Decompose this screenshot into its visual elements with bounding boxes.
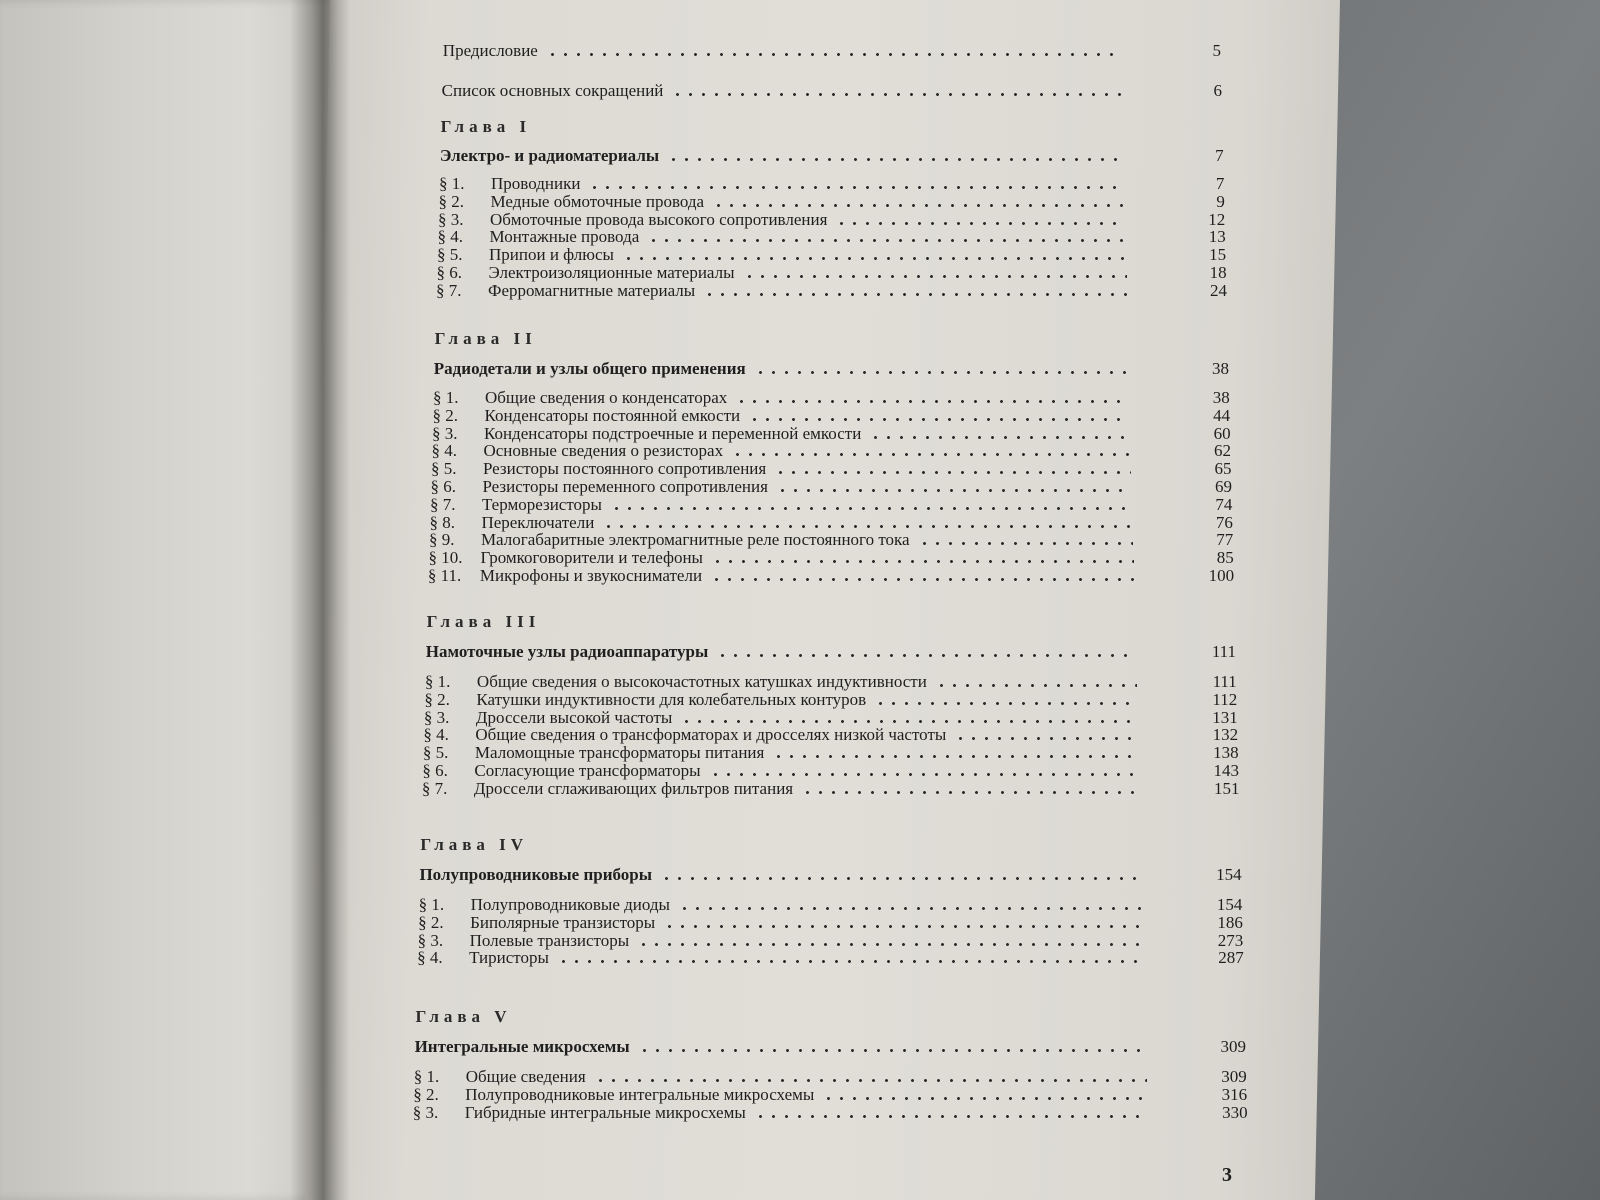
leader-dots [954, 737, 1138, 740]
leader-dots [869, 436, 1130, 439]
page-ref: 6 [1213, 81, 1223, 100]
entry-title: Тиристоры [469, 948, 549, 968]
page-ref: 316 [1221, 1084, 1248, 1104]
entry-title: Микрофоны и звукосниматели [479, 566, 703, 585]
entry-label [434, 360, 746, 378]
section-entry [418, 932, 1254, 950]
section-entry [419, 896, 1253, 914]
entry-title: Обмоточные провода высокого сопротивления [490, 209, 828, 229]
leader-dots [638, 1049, 1146, 1052]
entry-label [443, 42, 538, 60]
entry-label [436, 282, 695, 300]
entry-label [415, 1038, 630, 1056]
front-matter-entry [442, 82, 1232, 100]
entry-label [422, 780, 793, 798]
page-ref: 111 [1212, 672, 1237, 691]
entry-label [430, 496, 602, 514]
leader-dots [772, 755, 1138, 758]
entry-title: Согласующие трансформаторы [474, 761, 701, 780]
page-ref: 69 [1214, 477, 1232, 496]
section-entry [439, 175, 1234, 193]
page-ref: 151 [1213, 778, 1240, 798]
leader-dots [776, 489, 1132, 492]
section-entry [432, 407, 1240, 425]
page-ref: 85 [1216, 548, 1234, 568]
section-entry [437, 246, 1236, 264]
leader-dots [935, 684, 1137, 687]
entry-label [424, 709, 672, 727]
chapter-title-entry [426, 643, 1246, 661]
entry-title: Основные сведения о резисторах [483, 441, 724, 461]
section-number: § 1. [424, 672, 451, 691]
entry-title: Катушки индуктивности для колебательных контуров [476, 689, 867, 709]
leader-dots [731, 453, 1131, 456]
section-entry [428, 549, 1243, 567]
leader-dots [711, 560, 1134, 563]
page-ref: 143 [1213, 761, 1240, 780]
page-ref: 13 [1208, 227, 1226, 247]
leader-dots [754, 371, 1129, 374]
entry-title: Общие сведения о высокочастотных катушках индуктивности [476, 672, 927, 691]
section-entry [422, 762, 1249, 780]
section-number: § 11. [427, 566, 462, 585]
section-number: § 2. [418, 912, 444, 932]
leader-dots [710, 578, 1134, 581]
page-ref: 330 [1222, 1102, 1248, 1122]
entry-label [432, 407, 740, 425]
entry-label [431, 442, 723, 460]
section-number: § 7. [436, 280, 462, 300]
entry-label [437, 264, 735, 282]
page-ref: 138 [1213, 743, 1239, 763]
entry-label [414, 1068, 586, 1086]
leader-dots [735, 400, 1129, 403]
entry-label [433, 389, 727, 407]
entry-title: Переключатели [481, 512, 595, 532]
section-number: § 3. [412, 1102, 439, 1122]
entry-label [423, 726, 946, 744]
entry-title: Конденсаторы подстроечные и переменной емкости [483, 423, 862, 443]
page-ref: 60 [1213, 423, 1231, 443]
leader-dots [835, 222, 1125, 225]
entry-title: Громкоговорители и телефоны [480, 548, 703, 568]
entry-title: Терморезисторы [481, 494, 602, 514]
entry-title: Список основных сокращений [441, 81, 664, 100]
entry-label [418, 932, 630, 950]
entry-title: Конденсаторы постоянной емкости [484, 405, 741, 425]
entry-label [437, 246, 614, 264]
section-entry [424, 709, 1248, 727]
entry-label [426, 643, 708, 661]
section-entry [432, 425, 1241, 443]
leader-dots [557, 960, 1144, 963]
entry-title: Интегральные микросхемы [414, 1037, 630, 1056]
entry-title: Электро- и радиоматериалы [439, 146, 660, 165]
page-ref: 74 [1215, 494, 1233, 514]
entry-title: Общие сведения о трансформаторах и дросселях низкой частоты [475, 725, 947, 745]
page-ref: 131 [1212, 707, 1238, 727]
book-gutter [290, 0, 350, 1200]
leader-dots [663, 925, 1143, 928]
section-number: § 6. [436, 263, 463, 282]
left-page [0, 0, 335, 1200]
leader-dots [874, 702, 1137, 705]
entry-title: Полупроводниковые интегральные микросхемы [465, 1084, 815, 1104]
entry-label [429, 514, 594, 532]
leader-dots [622, 257, 1126, 260]
page-number: 3 [1222, 1164, 1232, 1186]
leader-dots [801, 791, 1139, 794]
leader-dots [588, 186, 1124, 189]
entry-title: Общие сведения о конденсаторах [484, 388, 728, 407]
page-ref: 24 [1210, 280, 1228, 300]
section-number: § 3. [423, 707, 450, 727]
leader-dots [703, 293, 1127, 296]
entry-title: Дроссели сглаживающих фильтров питания [473, 778, 794, 798]
entry-label [428, 549, 703, 567]
leader-dots [754, 1115, 1148, 1118]
page-ref: 112 [1212, 689, 1238, 709]
entry-title: Электроизоляционные материалы [488, 263, 735, 282]
page-ref: 12 [1208, 209, 1226, 229]
entry-label [419, 866, 652, 884]
page-ref: 62 [1214, 441, 1232, 461]
section-number: § 2. [413, 1084, 439, 1104]
entry-title: Дроссели высокой частоты [475, 707, 673, 727]
section-number: § 3. [417, 930, 444, 950]
section-number: § 4. [417, 948, 443, 968]
page-ref: 273 [1217, 930, 1244, 950]
section-number: § 1. [418, 895, 445, 914]
page-ref: 76 [1215, 512, 1233, 532]
entry-label [413, 1104, 746, 1122]
section-number: § 7. [429, 494, 456, 514]
leader-dots [743, 275, 1127, 278]
leader-dots [918, 542, 1134, 545]
section-number: § 7. [421, 778, 448, 798]
entry-label [424, 691, 866, 709]
section-entry [423, 726, 1248, 744]
chapter-label: Глава III [426, 612, 541, 631]
page-ref: 65 [1214, 459, 1232, 479]
section-number: § 4. [431, 441, 457, 461]
section-entry [437, 264, 1237, 282]
entry-label [439, 175, 580, 193]
section-number: § 3. [431, 423, 458, 443]
entry-title: Монтажные провода [489, 227, 640, 247]
page-ref: 15 [1209, 245, 1227, 265]
leader-dots [667, 158, 1124, 161]
chapter-title-entry [440, 147, 1234, 165]
page-ref: 9 [1216, 191, 1225, 211]
section-number: § 1. [439, 174, 465, 193]
chapter-label: Глава IV [420, 835, 529, 854]
entry-title: Гибридные интегральные микросхемы [464, 1102, 746, 1122]
section-entry [424, 691, 1247, 709]
section-number: § 4. [437, 227, 464, 247]
leader-dots [716, 654, 1136, 657]
section-entry [436, 282, 1237, 300]
chapter-label: Глава V [415, 1007, 512, 1026]
page-ref: 132 [1212, 725, 1239, 745]
page-ref: 7 [1215, 174, 1225, 193]
section-number: § 6. [430, 477, 456, 496]
page-ref: 287 [1218, 948, 1244, 968]
section-entry [438, 228, 1236, 246]
section-number: § 5. [422, 743, 449, 763]
entry-title: Предисловие [442, 41, 538, 60]
page-ref: 100 [1208, 566, 1235, 585]
section-number: § 5. [430, 459, 457, 479]
section-entry [423, 744, 1249, 762]
leader-dots [748, 418, 1130, 421]
entry-label [413, 1086, 814, 1104]
entry-title: Медные обмоточные провода [490, 191, 705, 211]
chapter-label: Глава II [434, 329, 537, 348]
section-entry [438, 211, 1235, 229]
chapter-label: Глава I [440, 117, 532, 136]
section-entry [430, 496, 1242, 514]
leader-dots [712, 204, 1125, 207]
section-number: § 6. [422, 761, 448, 780]
entry-title: Проводники [491, 174, 581, 193]
section-number: § 2. [424, 689, 450, 709]
leader-dots [647, 239, 1125, 242]
section-number: § 4. [423, 725, 449, 745]
entry-label [432, 425, 861, 443]
entry-title: Малогабаритные электромагнитные реле постоянного тока [480, 530, 910, 550]
section-number: § 9. [428, 530, 455, 550]
section-entry [429, 531, 1243, 549]
entry-title: Радиодетали и узлы общего применения [433, 359, 746, 378]
page-ref: 5 [1212, 41, 1222, 60]
section-entry [422, 780, 1250, 798]
chapter-title-entry [419, 866, 1251, 884]
entry-label [442, 82, 664, 100]
entry-title: Полупроводниковые диоды [470, 895, 670, 914]
section-number: § 2. [438, 191, 465, 211]
page-ref: 38 [1212, 388, 1230, 407]
section-entry [431, 442, 1241, 460]
section-number: § 1. [432, 388, 459, 407]
leader-dots [660, 877, 1142, 880]
page-ref: 186 [1217, 912, 1243, 932]
section-number: § 1. [413, 1067, 440, 1086]
section-entry [425, 673, 1247, 691]
entry-label [423, 744, 764, 762]
entry-title: Полевые транзисторы [469, 930, 630, 950]
section-number: § 8. [429, 512, 455, 532]
leader-dots [709, 773, 1139, 776]
section-entry [430, 478, 1241, 496]
page-ref: 309 [1220, 1037, 1246, 1056]
entry-label [419, 896, 670, 914]
entry-label [429, 531, 910, 549]
leader-dots [637, 943, 1143, 946]
entry-title: Общие сведения [465, 1067, 586, 1086]
section-number: § 5. [437, 245, 463, 265]
leader-dots [546, 53, 1121, 56]
leader-dots [774, 471, 1131, 474]
section-entry [429, 514, 1242, 532]
section-entry [414, 1068, 1257, 1086]
entry-label [425, 673, 927, 691]
page-ref: 111 [1211, 642, 1237, 661]
section-number: § 10. [428, 548, 463, 568]
entry-title: Резисторы постоянного сопротивления [482, 459, 767, 479]
entry-title: Припои и флюсы [489, 245, 614, 265]
leader-dots [678, 907, 1142, 910]
front-matter-entry [443, 42, 1231, 60]
leader-dots [610, 507, 1132, 510]
entry-label [438, 228, 640, 246]
section-entry [433, 389, 1240, 407]
entry-title: Биполярные транзисторы [470, 912, 656, 932]
entry-label [417, 949, 549, 967]
page-ref: 309 [1221, 1067, 1247, 1086]
section-entry [431, 460, 1242, 478]
section-entry [439, 193, 1235, 211]
section-entry [418, 914, 1253, 932]
section-entry [428, 567, 1244, 585]
page-ref: 154 [1216, 865, 1242, 884]
leader-dots [680, 720, 1137, 723]
section-entry [413, 1104, 1258, 1122]
entry-label [418, 914, 655, 932]
chapter-title-entry [415, 1038, 1256, 1056]
page-ref: 18 [1209, 263, 1227, 282]
entry-label [431, 460, 766, 478]
table-of-contents [400, 0, 1248, 1200]
entry-label [430, 478, 768, 496]
section-number: § 2. [432, 405, 458, 425]
leader-dots [602, 525, 1133, 528]
page-ref: 7 [1215, 146, 1224, 165]
entry-label [422, 762, 700, 780]
entry-title: Резисторы переменного сопротивления [482, 477, 768, 496]
entry-title: Ферромагнитные материалы [488, 280, 696, 300]
entry-label [428, 567, 702, 585]
page-ref: 38 [1211, 359, 1229, 378]
entry-title: Маломощные трансформаторы питания [474, 743, 765, 763]
entry-label [438, 211, 827, 229]
page-ref: 77 [1216, 530, 1234, 550]
section-entry [417, 949, 1254, 967]
entry-title: Намоточные узлы радиоаппаратуры [425, 642, 709, 661]
entry-label [439, 193, 705, 211]
section-entry [413, 1086, 1257, 1104]
entry-label [440, 147, 659, 165]
leader-dots [822, 1097, 1147, 1100]
page-ref: 154 [1216, 895, 1243, 914]
leader-dots [594, 1079, 1147, 1082]
chapter-title-entry [434, 360, 1239, 378]
section-number: § 3. [438, 209, 464, 229]
entry-title: Полупроводниковые приборы [419, 865, 653, 884]
leader-dots [671, 93, 1122, 96]
page-ref: 44 [1213, 405, 1231, 425]
